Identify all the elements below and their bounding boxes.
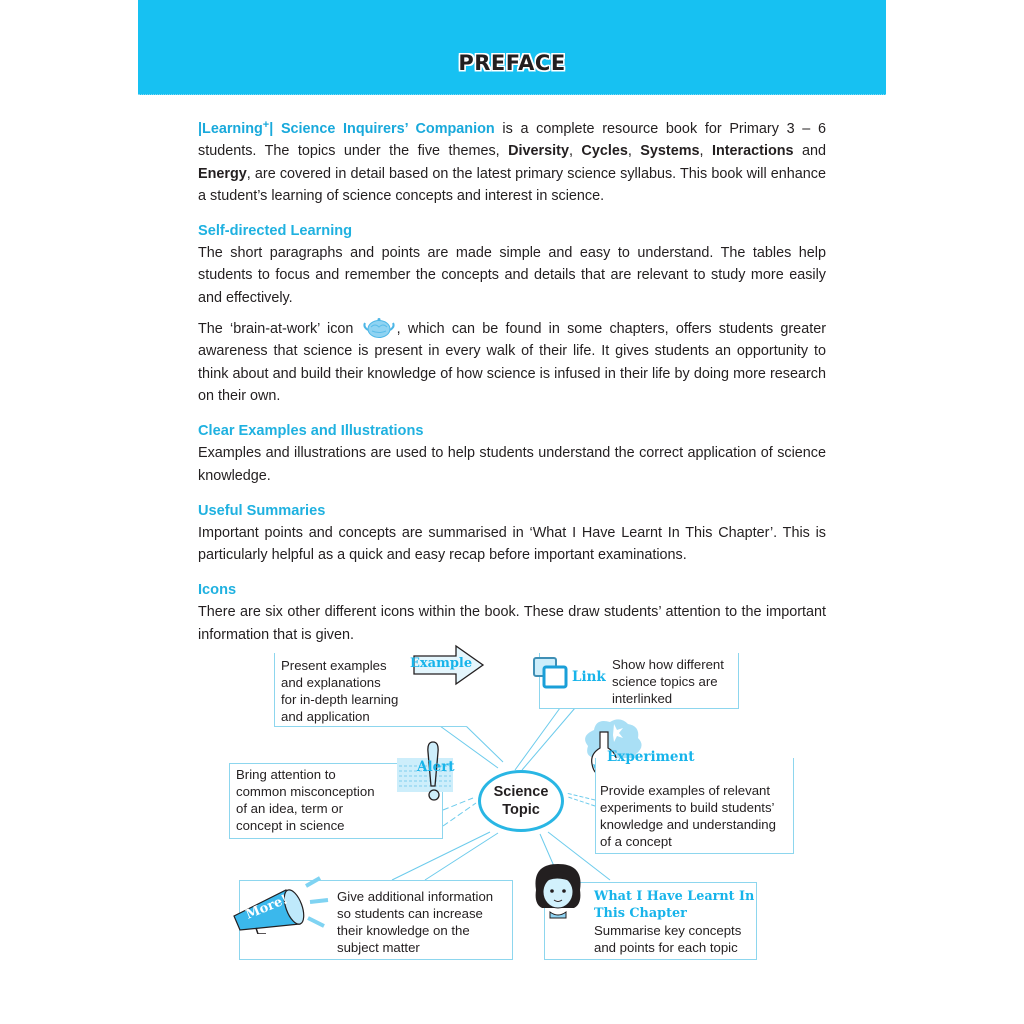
text-line: and points for each topic (594, 940, 738, 955)
text-line: Show how different (612, 657, 724, 672)
brand-prefix: |Learning (198, 121, 263, 137)
text-line: science topics are (612, 674, 718, 689)
more-description (337, 888, 493, 956)
brain-para-after: , which can be found in some chapters, offers students greater awareness that science is present in every walk of their life. It gives students an opportunity to think about and build their knowledge of how science is infused in their life by doing more research on their own. (198, 321, 826, 404)
theme-cycles: Cycles (581, 143, 628, 160)
center-line-1: Science (493, 784, 549, 800)
page-title: PREFACE (458, 51, 566, 75)
theme-diversity: Diversity (508, 143, 569, 160)
text-line: Bring attention to (236, 767, 336, 782)
text-line: of a concept (600, 834, 672, 849)
label-line: What I Have Learnt In (594, 889, 755, 904)
science-topic-node (478, 770, 564, 832)
center-line-2: Topic (502, 802, 540, 818)
what-i-have-learnt-label (594, 888, 754, 922)
label-line: This Chapter (594, 906, 687, 921)
separator: and (793, 143, 827, 160)
heading-self-directed-learning: Self-directed Learning (198, 223, 353, 240)
useful-summaries-paragraph: Important points and concepts are summarised in ‘What I Have Learnt In This Chapter’. This is particularly helpful as a quick and easy recap before important examinations. (198, 524, 826, 564)
example-description (281, 657, 398, 725)
heading-icons: Icons (198, 582, 237, 599)
experiment-label: Experiment (607, 749, 695, 765)
text-line: experiments to build students’ (600, 800, 775, 815)
clear-examples-paragraph: Examples and illustrations are used to help students understand the correct application of science knowledge. (198, 445, 826, 484)
intro-text-end: , are covered in detail based on the latest primary science syllabus. This book will enhance a student’s learning of science concepts and interest in science. (198, 165, 826, 204)
heading-useful-summaries: Useful Summaries (198, 502, 326, 519)
text-line: interlinked (612, 691, 673, 706)
text-line: Give additional information (337, 889, 494, 904)
alert-description (236, 766, 375, 834)
text-line: common misconception (236, 784, 375, 799)
more-label: More! (243, 892, 291, 923)
brain-para-before: The ‘brain-at-work’ icon (198, 321, 361, 338)
example-label: Example (410, 656, 473, 671)
text-line: Summarise key concepts (594, 923, 742, 938)
text-line: concept in science (236, 818, 345, 833)
text-line: of an idea, term or (236, 801, 344, 816)
link-icon (532, 656, 572, 692)
heading-clear-examples: Clear Examples and Illustrations (198, 423, 424, 440)
text-line: Provide examples of relevant (600, 783, 771, 798)
self-directed-paragraph: The short paragraphs and points are made simple and easy to understand. The tables help students to focus and remember the concepts and details that are relevant to study more easily and effectively. (198, 245, 826, 306)
theme-energy: Energy (198, 165, 247, 182)
text-line: subject matter (337, 940, 420, 955)
text-line: knowledge and understanding (600, 817, 776, 832)
text-line: Present examples (281, 658, 387, 673)
text-line: and application (281, 709, 370, 724)
brand-suffix: | Science Inquirers’ Companion (269, 121, 495, 137)
experiment-description (600, 782, 776, 850)
theme-systems: Systems (640, 143, 700, 160)
brand-plus: + (262, 119, 270, 131)
text-line: so students can increase (337, 906, 483, 921)
separator: , (568, 143, 582, 160)
icons-paragraph: There are six other different icons within the book. These draw students’ attention to the important information that is given. (198, 604, 826, 643)
text-line: for in-depth learning (281, 692, 399, 707)
text-line: and explanations (281, 675, 381, 690)
alert-label: Alert (417, 759, 455, 775)
link-description (612, 656, 724, 707)
theme-interactions: Interactions (711, 143, 794, 160)
intro-text: is a complete resource book for Primary 3 – 6 students. The topics under the five themes, (198, 121, 826, 160)
link-label: Link (572, 669, 606, 685)
separator: , (627, 143, 641, 160)
separator: , (699, 143, 712, 160)
what-i-have-learnt-description (594, 922, 741, 956)
text-line: their knowledge on the (337, 923, 470, 938)
girl-face-icon (528, 860, 590, 922)
